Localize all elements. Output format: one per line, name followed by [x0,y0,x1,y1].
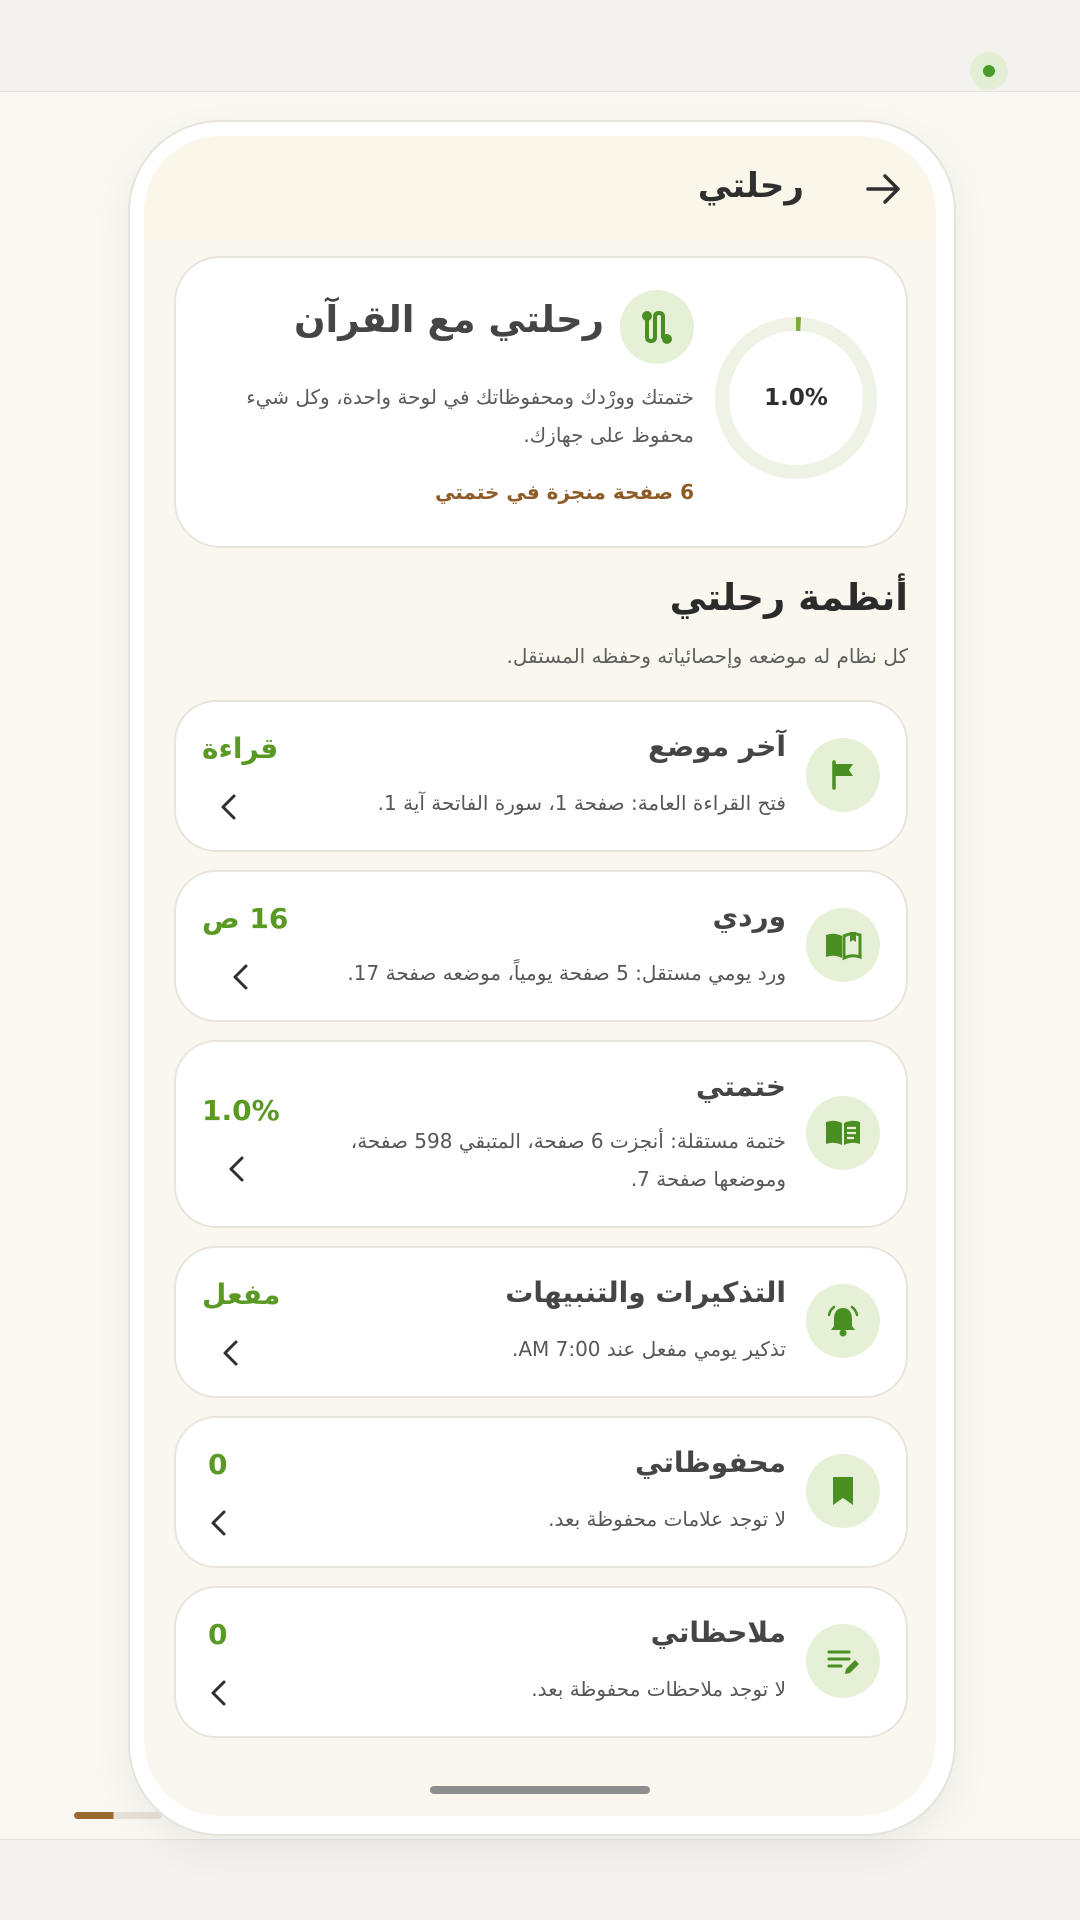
hero-stat: 6 صفحة منجزة في ختمتي [435,480,694,504]
section-subtitle: كل نظام له موضعه وإحصائياته وحفظه المستقل. [506,644,908,668]
journey-summary-card [174,256,908,548]
card-title: ختمتي [695,1070,786,1103]
route-icon [620,290,694,364]
horizontal-scrollbar[interactable] [74,1812,162,1819]
chevron-left-icon[interactable] [206,1678,232,1708]
hero-title: رحلتي مع القرآن [293,298,604,341]
progress-percentage: 1.0% [764,385,828,411]
browser-top-bar [0,0,1080,92]
phone-screen [144,136,936,1816]
card-description: فتح القراءة العامة: صفحة 1، سورة الفاتحة آية 1. [377,791,786,815]
card-reminders[interactable] [174,1246,908,1398]
card-value: 0 [208,1618,228,1651]
notes-edit-icon [806,1624,880,1698]
chevron-left-icon[interactable] [216,792,242,822]
book-text-icon [806,1096,880,1170]
card-description: لا توجد ملاحظات محفوظة بعد. [531,1677,786,1701]
card-title: ملاحظاتي [650,1616,786,1649]
card-description: تذكير يومي مفعل عند 7:00 AM. [511,1337,786,1361]
home-indicator[interactable] [430,1786,650,1794]
card-value: قراءة [202,732,279,765]
card-title: آخر موضع [647,730,786,763]
card-last-position[interactable] [174,700,908,852]
card-value: 1.0% [202,1094,280,1127]
bookmark-icon [806,1454,880,1528]
status-indicator-icon[interactable] [970,52,1008,90]
card-khatma[interactable] [174,1040,908,1228]
card-title: محفوظاتي [635,1446,786,1479]
app-bar [144,136,936,240]
card-title: وردي [712,900,786,933]
chevron-left-icon[interactable] [206,1508,232,1538]
page-title: رحلتي [697,166,804,206]
card-description: لا توجد علامات محفوظة بعد. [548,1507,786,1531]
hero-description: ختمتك وورْدك ومحفوظاتك في لوحة واحدة، وكل شيء محفوظ على جهازك. [246,385,694,447]
card-description: ختمة مستقلة: أنجزت 6 صفحة، المتبقي 598 صفحة، وموضعها صفحة 7. [350,1129,786,1191]
card-daily-wird[interactable] [174,870,908,1022]
card-saved-bookmarks[interactable] [174,1416,908,1568]
card-title: التذكيرات والتنبيهات [505,1276,786,1309]
chevron-left-icon[interactable] [218,1338,244,1368]
card-value: مفعل [202,1278,281,1311]
card-value: 16 ص [202,902,289,935]
bell-icon [806,1284,880,1358]
section-title: أنظمة رحلتي [669,576,908,619]
arrow-right-icon[interactable] [862,168,904,210]
browser-bottom-bar [0,1840,1080,1920]
chevron-left-icon[interactable] [224,1154,250,1184]
flag-icon [806,738,880,812]
card-value: 0 [208,1448,228,1481]
card-description: ورد يومي مستقل: 5 صفحة يومياً، موضعه صفحة 17. [347,961,786,985]
chevron-left-icon[interactable] [228,962,254,992]
card-notes[interactable] [174,1586,908,1738]
open-book-icon [806,908,880,982]
